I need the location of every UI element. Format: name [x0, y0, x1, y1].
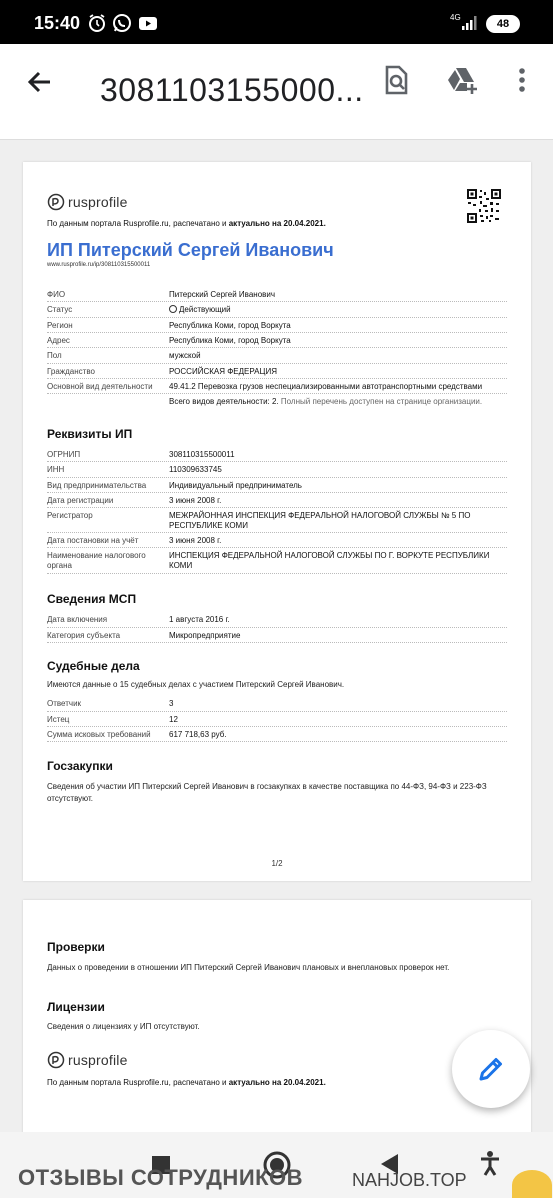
court-label: Сумма исковых требований [47, 730, 151, 739]
document-title: 3081103155000... [100, 72, 364, 108]
general-value: Питерский Сергей Иванович [169, 290, 276, 299]
general-value: Республика Коми, город Воркута [169, 336, 291, 345]
court-value: 3 [169, 699, 174, 708]
requisites-value: 3 июня 2008 г. [169, 496, 222, 505]
general-value: Действующий [169, 305, 507, 315]
section-title-inspections: Проверки [47, 940, 105, 954]
general-value: РОССИЙСКАЯ ФЕДЕРАЦИЯ [169, 367, 277, 376]
printed-note-prefix: По данным портала Rusprofile.ru, распечатано и [47, 1078, 229, 1087]
general-label: Основной вид деятельности [47, 382, 153, 391]
section-title-requisites: Реквизиты ИП [47, 427, 133, 441]
activities-row [47, 394, 507, 410]
edit-fab-button[interactable] [452, 1030, 530, 1108]
msp-value: Микропредприятие [169, 631, 241, 640]
activities-note[interactable]: Полный перечень доступен на странице организации. [278, 397, 483, 406]
court-row [47, 696, 507, 712]
requisites-label: ОГРНИП [47, 450, 81, 459]
battery-icon: 48 [486, 15, 520, 33]
general-label: Адрес [47, 336, 70, 345]
general-label: Регион [47, 321, 73, 330]
section-title-msp: Сведения МСП [47, 592, 137, 606]
section-title-licenses: Лицензии [47, 1000, 105, 1014]
signal-icon [462, 16, 478, 30]
qr-code[interactable] [466, 188, 502, 224]
youtube-icon [138, 13, 158, 33]
court-row [47, 727, 507, 742]
requisites-label: ИНН [47, 465, 65, 474]
rusprofile-logo [47, 192, 128, 212]
requisites-value: 308110315500011 [169, 450, 235, 459]
requisites-label: Дата регистрации [47, 496, 114, 505]
requisites-row [47, 447, 507, 462]
pencil-icon [477, 1055, 505, 1083]
general-row [47, 379, 507, 394]
requisites-value: ИНСПЕКЦИЯ ФЕДЕРАЛЬНОЙ НАЛОГОВОЙ СЛУЖБЫ ПО Г. ВОРКУТЕ РЕСПУБЛИКИ КОМИ [169, 551, 490, 570]
msp-row [47, 612, 507, 628]
printed-note-date: актуально на 20.04.2021. [228, 219, 326, 228]
general-row [47, 364, 507, 379]
logo-text: rusprofile [68, 194, 128, 210]
logo-text: rusprofile [68, 1052, 128, 1068]
general-row [47, 287, 507, 302]
document-page-1 [23, 162, 531, 881]
court-intro: Имеются данные о 15 судебных делах с участием Питерский Сергей Иванович. [47, 680, 345, 689]
general-label: Статус [47, 305, 73, 314]
search-document-icon[interactable] [380, 64, 412, 96]
page-number: 1/2 [271, 859, 283, 868]
watermark-right: NAHJOB.TOP [352, 1170, 467, 1190]
requisites-row [47, 462, 507, 478]
msp-value: 1 августа 2016 г. [169, 615, 230, 624]
msp-label: Дата включения [47, 615, 108, 624]
requisites-label: Вид предпринимательства [47, 481, 147, 490]
requisites-row [47, 533, 507, 548]
entity-url[interactable]: www.rusprofile.ru/ip/308110315500011 [47, 262, 151, 268]
add-to-drive-icon[interactable] [446, 64, 478, 96]
printed-note-date: актуально на 20.04.2021. [228, 1078, 326, 1087]
network-type: 4G [450, 13, 461, 22]
activities-summary [169, 397, 507, 407]
requisites-value: 3 июня 2008 г. [169, 536, 222, 545]
msp-label: Категория субъекта [47, 631, 121, 640]
rusprofile-logo-icon [47, 1051, 65, 1069]
requisites-value: 110309633745 [169, 465, 222, 474]
general-row [47, 318, 507, 333]
status-check-icon [169, 305, 177, 313]
rusprofile-logo-icon [47, 193, 65, 211]
status-bar [0, 0, 553, 44]
more-vert-icon[interactable] [506, 64, 538, 96]
printed-note [47, 219, 326, 228]
requisites-row [47, 508, 507, 533]
requisites-label: Дата постановки на учёт [47, 536, 139, 545]
app-bar [0, 44, 553, 140]
document-page-2 [23, 900, 531, 1140]
court-value: 12 [169, 715, 178, 724]
status-time: 15:40 [34, 13, 81, 33]
requisites-label: Регистратор [47, 511, 93, 520]
requisites-row [47, 548, 507, 574]
printed-note-footer [47, 1078, 326, 1087]
requisites-value: Индивидуальный предприниматель [169, 481, 302, 490]
section-title-procurement: Госзакупки [47, 759, 113, 773]
court-value: 617 718,63 руб. [169, 730, 227, 739]
general-row [47, 302, 507, 318]
general-value: мужской [169, 351, 201, 360]
inspections-text: Данных о проведении в отношении ИП Питерский Сергей Иванович плановых и внеплановых проверок нет. [47, 963, 450, 972]
general-label: ФИО [47, 290, 66, 299]
accessibility-icon[interactable] [478, 1150, 502, 1176]
general-row [47, 333, 507, 348]
rusprofile-logo-footer [47, 1050, 128, 1070]
back-arrow-icon[interactable] [24, 66, 56, 98]
general-row [47, 348, 507, 364]
entity-title[interactable]: ИП Питерский Сергей Иванович [47, 240, 334, 260]
licenses-text: Сведения о лицензиях у ИП отсутствуют. [47, 1022, 200, 1031]
emoji-face-icon [512, 1170, 552, 1198]
printed-note-prefix: По данным портала Rusprofile.ru, распечатано и [47, 219, 229, 228]
general-value: 49.41.2 Перевозка грузов неспециализированными автотранспортными средствами [169, 382, 483, 391]
court-label: Ответчик [47, 699, 82, 708]
whatsapp-icon [112, 13, 132, 33]
general-value: Республика Коми, город Воркута [169, 321, 291, 330]
msp-row [47, 628, 507, 643]
general-label: Гражданство [47, 367, 95, 376]
requisites-label: Наименование налогового органа [47, 551, 146, 570]
court-row [47, 712, 507, 727]
court-label: Истец [47, 715, 70, 724]
requisites-row [47, 478, 507, 493]
requisites-value: МЕЖРАЙОННАЯ ИНСПЕКЦИЯ ФЕДЕРАЛЬНОЙ НАЛОГОВОЙ СЛУЖБЫ № 5 ПО РЕСПУБЛИКЕ КОМИ [169, 511, 471, 530]
section-title-court: Судебные дела [47, 659, 140, 673]
alarm-icon [87, 13, 107, 33]
watermark-left: ОТЗЫВЫ СОТРУДНИКОВ [18, 1165, 304, 1190]
general-label: Пол [47, 351, 62, 360]
procurement-text: Сведения об участии ИП Питерский Сергей Иванович в госзакупках в качестве поставщика по 44-ФЗ, 94-ФЗ и 223-ФЗ отсутствуют. [47, 782, 487, 803]
activities-total: Всего видов деятельности: 2. [169, 397, 279, 406]
requisites-row [47, 493, 507, 508]
